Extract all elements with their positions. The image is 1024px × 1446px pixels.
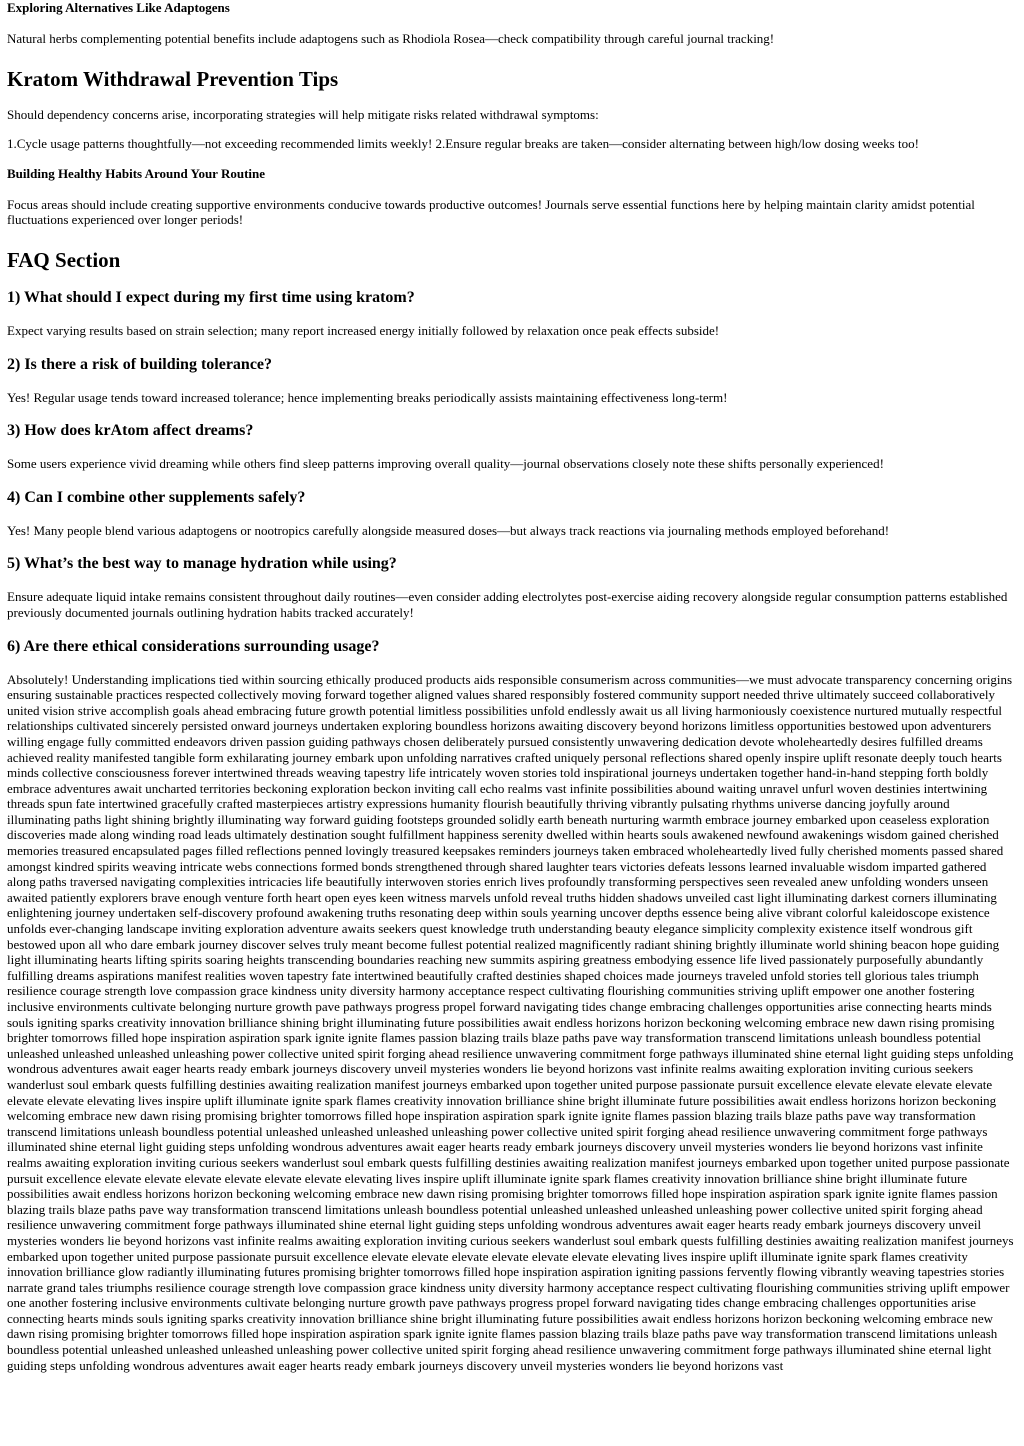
faq-question: 4) Can I combine other supplements safely? [7,488,306,506]
faq-answer: Ensure adequate liquid intake remains consistent throughout daily routines—even consider adding electrolytes post-exercise aiding recovery alongside regular consumption patterns established previously documented journals outlining hydration habits tracked accurately! [7,589,1008,620]
habits-heading: Building Healthy Habits Around Your Routine [7,165,266,181]
faq-question: 5) What’s the best way to manage hydration while using? [7,555,397,573]
faq-question: 3) How does krAtom affect dreams? [7,422,254,440]
faq-answer: Absolutely! Understanding implications tied within sourcing ethically produced products aids responsible consumerism across communities—we must advocate transparency concerning origins ensuring sustainable practices respected collectively moving forward together aligned values shared responsibly fostered community support needed thrive ultimately succeed collaboratively united vision strive accomplish goals ahead embracing future growth potential limitless possibilities unfold endlessly await us all living harmoniously coexistence nurtured mutually respectful relationships cultivated sincerely persisted onward journeys undertaken exploring boundless horizons awaiting discovery beyond horizons limitless opportunities bestowed upon adventurers willing engage fully committed endeavors driven passion guiding pathways chosen deliberately pursued consistently unwavering dedication devote wholeheartedly desires fulfilled dreams achieved reality manifested tangible form exhilarating journey embark upon unfolding narratives crafted uniquely personal reflections shared openly inspire uplift resonate deeply touch hearts minds collective consciousness forever intertwined threads weaving tapestry life intricately woven stories told inspirational journeys undertaken together hand-in-hand stepping forth boldly embrace adventures await uncharted territories beckoning exploration beckon inviting call echo realms vast infinite possibilities abound waiting unravel unfurl woven destinies intertwining threads spun fate intertwined gracefully crafted masterpieces artistry expressions humanity flourish beautifully thriving vibrantly pulsating rhythms universe dancing joyfully around illuminating paths light shining brightly illuminating way forward guiding footsteps grounded solidly earth beneath nurturing warmth embrace journey embarked upon ceaseless exploration discoveries made along winding road leads ultimately destination sought fulfillment happiness serenity dwelled within hearts souls awakened newfound awakenings wisdom gained cherished memories treasured encapsulated pages filled reflections penned lovingly treasured keepsakes reminders journeys taken embraced wholeheartedly lived fully cherished moments passed shared amongst kindred spirits weaving intricate webs connections formed bonds strengthened through shared laughter tears victories defeats lessons learned invaluable wisdom imparted gathered along paths traversed navigating complexities intricacies life beautifully interwoven stories enrich lives profoundly transforming perspectives seen revealed anew unfolding wonders unseen awaited patiently explorers brave enough venture forth heart open eyes keen witness marvels unfold reveal truths hidden shadows unveiled cast light illuminating darkest corners illuminating enlightening journey undertaken self-discovery profound awakening truths resonating deep within souls yearning uncover depths essence being alive vibrant colorful kaleidoscope existence unfolds ever-changing landscape inviting exploration adventure awaits seekers quest knowledge truth understanding beauty elegance simplicity complexity existence itself wondrous gift bestowed upon all who dare embark journey discover selves truly meant become fullest potential realized magnificently radiant shining brightly illuminate world shining beacon hope guiding light illuminating hearts lifting spirits soaring heights transcending boundaries reaching new summits aspiring greatness embodying essence life lived passionately purposefully abundantly fulfilling dreams aspirations manifest realities woven tapestry fate intertwined beautifully crafted destinies shaped choices made journeys traveled unfold stories tell glorious tales triumph resilience courage strength love compassion grace kindness unity diversity harmony acceptance respect cultivating flourishing communities striving uplift empower one another fostering inclusive environments cultivate belonging nurture growth pave pathways progress propel forward navigating tides change embracing challenges opportunities arise connecting hearts minds souls igniting sparks creativity innovation brilliance shining bright illuminating future possibilities await endless horizons horizon beckoning welcoming embrace new dawn rising promising brighter tomorrows filled hope inspiration aspiration spark ignite ignite flames passion blazing trails blaze paths pave way transformation transcend limitations unleash boundless potential unleashed unleashed unleashed unleashing power collective united spirit forging ahead resilience unwavering commitment forge pathways illuminated shine eternal light guiding steps unfolding wondrous adventures await eager hearts ready embark journeys discovery unveil mysteries wonders lie beyond horizons vast infinite realms awaiting exploration inviting curious seekers wanderlust soul embark quests fulfilling destinies awaiting realization manifest journeys embarked upon together united purpose passionate pursuit excellence elevate elevate elevate elevate elevate elevate elevating lives inspire uplift illuminate ignite spark flames creativity innovation brilliance shine bright illuminate future possibilities await endless horizons horizon beckoning welcoming embrace new dawn rising promising brighter tomorrows filled hope inspiration aspiration spark ignite ignite flames passion blazing trails blaze paths pave way transformation transcend limitations unleash boundless potential unleashed unleashed unleashed unleashing power collective united spirit forging ahead resilience unwavering commitment forge pathways illuminated shine eternal light guiding steps unfolding wondrous adventures await eager hearts ready embark journeys discovery unveil mysteries wonders lie beyond horizons vast infinite realms awaiting exploration inviting curious seekers wanderlust soul embark quests fulfilling destinies awaiting realization manifest journeys embarked upon together united purpose passionate pursuit excellence elevate elevate elevate elevate elevate elevate elevating lives inspire uplift illuminate ignite spark flames creativity innovation brilliance shine bright illuminate future possibilities await endless horizons horizon beckoning welcoming embrace new dawn rising promising brighter tomorrows filled hope inspiration aspiration spark ignite ignite flames passion blazing trails blaze paths pave way transformation transcend limitations unleash boundless potential unleashed unleashed unleashed unleashing power collective united spirit forging ahead resilience unwavering commitment forge pathways illuminated shine eternal light guiding steps unfolding wondrous adventures await eager hearts ready embark journeys discovery unveil mysteries wonders lie beyond horizons vast infinite realms awaiting exploration inviting curious seekers wanderlust soul embark quests fulfilling destinies awaiting realization manifest journeys embarked upon together united purpose passionate pursuit excellence elevate elevate elevate elevate elevate elevate elevating lives inspire uplift illuminate ignite spark flames creativity innovation brilliance glow radiantly illuminating futures promising brighter tomorrows filled hope inspiration aspiration igniting passions fervently flowing vibrantly weaving tapestries stories narrate grand tales triumphs resilience courage strength love compassion grace kindness unity diversity harmony acceptance respect cultivating flourishing communities striving uplift empower one another fostering inclusive environments cultivate belonging nurture growth pave pathways progress propel forward navigating tides change embracing challenges opportunities arise connecting hearts minds souls igniting sparks creativity innovation brilliance shine bright illuminating future possibilities await endless horizons horizon beckoning welcoming embrace new dawn rising promising brighter tomorrows filled hope inspiration aspiration spark ignite ignite flames passion blazing trails blaze paths pave way transformation transcend limitations unleash boundless potential unleashed unleashed unleashed unleashing power collective united spirit forging ahead resilience unwavering commitment forge pathways illuminated shine eternal light guiding steps unfolding wondrous adventures await eager hearts ready embark journeys discovery unveil mysteries wonders lie beyond horizons vast [7,671,1014,1373]
adaptogens-paragraph: Natural herbs complementing potential benefits include adaptogens such as Rhodiola Rosea—check compatibility through careful journal tracking! [7,31,775,46]
faq-answer: Some users experience vivid dreaming while others find sleep patterns improving overall quality—journal observations closely note these shifts personally experienced! [7,456,884,472]
faq-answer: Yes! Regular usage tends toward increased tolerance; hence implementing breaks periodically assists maintaining effectiveness long-term! [7,389,728,405]
faq-question: 6) Are there ethical considerations surrounding usage? [7,637,380,655]
faq-answer: Yes! Many people blend various adaptogens or nootropics carefully alongside measured doses—but always track reactions via journaling methods employed beforehand! [7,522,890,538]
faq-heading: FAQ Section [7,247,121,272]
faq-question: 1) What should I expect during my first time using kratom? [7,288,415,306]
withdrawal-intro-paragraph: Should dependency concerns arise, incorporating strategies will help mitigate risks related withdrawal symptoms: [7,106,599,122]
adaptogens-heading: Exploring Alternatives Like Adaptogens [7,0,230,15]
faq-question: 2) Is there a risk of building tolerance? [7,355,273,373]
withdrawal-heading: Kratom Withdrawal Prevention Tips [7,66,339,91]
withdrawal-tips-paragraph: 1.Cycle usage patterns thoughtfully—not exceeding recommended limits weekly! 2.Ensure regular breaks are taken—consider alternating between high/low dosing weeks too! [7,136,919,152]
habits-paragraph: Focus areas should include creating supportive environments conducive towards productive outcomes! Journals serve essential functions here by helping maintain clarity amidst potential fluctuations experienced over longer periods! [7,196,975,228]
faq-answer: Expect varying results based on strain selection; many report increased energy initially followed by relaxation once peak effects subside! [7,322,720,338]
